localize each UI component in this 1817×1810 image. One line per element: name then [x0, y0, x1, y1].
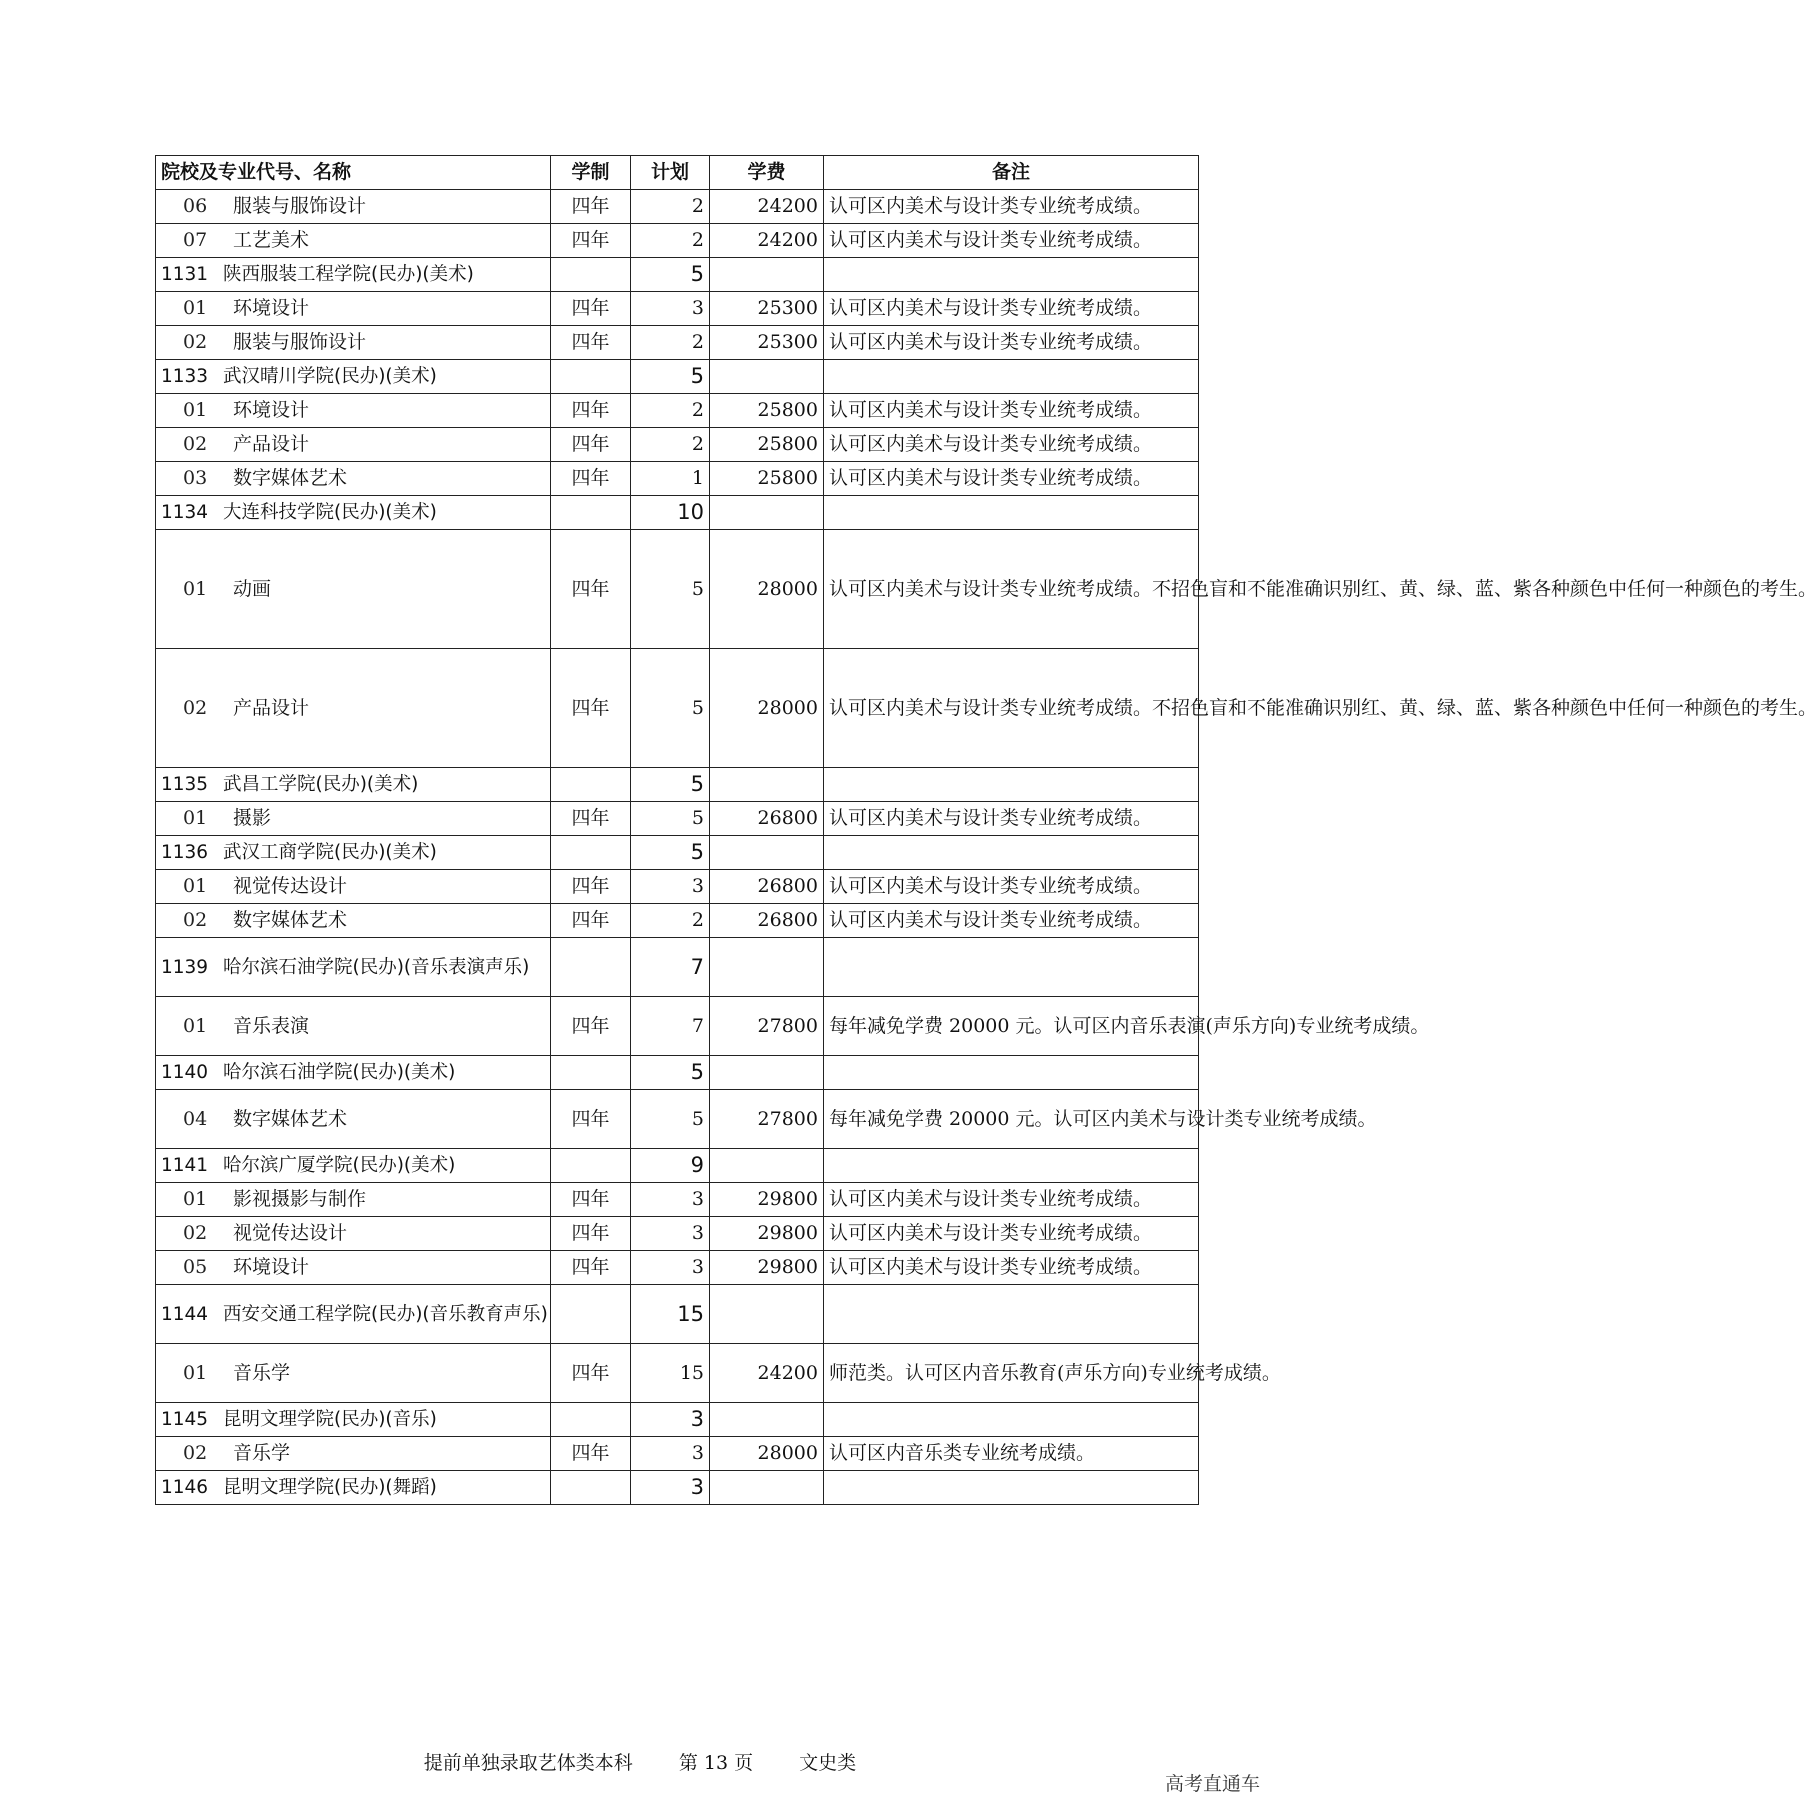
- row-code: 1144: [161, 1303, 209, 1325]
- plan-cell: 2: [631, 326, 710, 360]
- duration-cell: 四年: [551, 1344, 631, 1403]
- row-code: 1141: [161, 1155, 209, 1176]
- row-name: 陕西服装工程学院(民办)(美术): [223, 264, 474, 285]
- name-cell: [156, 428, 551, 462]
- major-row: [156, 1251, 1199, 1285]
- duration-cell: 四年: [551, 326, 631, 360]
- note-cell: 认可区内美术与设计类专业统考成绩。: [824, 326, 1199, 360]
- fee-cell: 29800: [710, 1183, 824, 1217]
- row-code: 02: [183, 433, 208, 455]
- row-code: 02: [183, 1442, 208, 1464]
- name-cell: [156, 1056, 551, 1090]
- row-name: 西安交通工程学院(民办)(音乐教育声乐): [223, 1303, 548, 1325]
- fee-cell: 24200: [710, 1344, 824, 1403]
- row-name: 数字媒体艺术: [233, 909, 348, 931]
- institution-row: [156, 1285, 1199, 1344]
- major-row: [156, 1437, 1199, 1471]
- duration-cell: 四年: [551, 530, 631, 649]
- fee-cell: [710, 1149, 824, 1183]
- row-name: 音乐学: [233, 1442, 291, 1464]
- major-row: [156, 997, 1199, 1056]
- plan-cell: 1: [631, 462, 710, 496]
- major-row: [156, 428, 1199, 462]
- row-code: 01: [183, 1361, 208, 1384]
- plan-cell: 7: [631, 997, 710, 1056]
- plan-cell: 9: [631, 1149, 710, 1183]
- plan-cell: 5: [631, 258, 710, 292]
- row-name: 摄影: [233, 807, 272, 829]
- row-code: 01: [183, 807, 208, 829]
- major-row: [156, 649, 1199, 768]
- note-cell: [824, 768, 1199, 802]
- row-name: 音乐表演: [233, 1014, 310, 1037]
- footer-category: 提前单独录取艺体类本科: [423, 1752, 633, 1774]
- major-row: [156, 1090, 1199, 1149]
- duration-cell: [551, 360, 631, 394]
- header-name: 院校及专业代号、名称: [156, 156, 551, 190]
- plan-cell: 5: [631, 1090, 710, 1149]
- name-cell: [156, 1090, 551, 1149]
- row-name: 武汉工商学院(民办)(美术): [223, 842, 437, 863]
- name-cell: [156, 768, 551, 802]
- admissions-table: [155, 155, 1817, 1505]
- plan-cell: 5: [631, 768, 710, 802]
- plan-cell: 5: [631, 1056, 710, 1090]
- row-name: 武汉晴川学院(民办)(美术): [223, 366, 437, 387]
- duration-cell: 四年: [551, 802, 631, 836]
- watermark-text: 高考直通车: [1164, 1773, 1260, 1795]
- plan-cell: 2: [631, 224, 710, 258]
- plan-cell: 2: [631, 904, 710, 938]
- name-cell: [156, 394, 551, 428]
- duration-cell: [551, 258, 631, 292]
- name-cell: [156, 997, 551, 1056]
- name-cell: [156, 190, 551, 224]
- row-code: 1133: [161, 366, 209, 387]
- name-cell: [156, 224, 551, 258]
- duration-cell: [551, 938, 631, 997]
- header-note: 备注: [824, 156, 1199, 190]
- major-row: [156, 1183, 1199, 1217]
- plan-cell: 10: [631, 496, 710, 530]
- plan-cell: 3: [631, 1437, 710, 1471]
- fee-cell: 28000: [710, 530, 824, 649]
- fee-cell: [710, 1471, 824, 1505]
- row-name: 数字媒体艺术: [233, 1107, 348, 1130]
- plan-cell: 3: [631, 1251, 710, 1285]
- row-code: 06: [183, 195, 208, 217]
- fee-cell: 25800: [710, 428, 824, 462]
- fee-cell: 27800: [710, 997, 824, 1056]
- duration-cell: 四年: [551, 1217, 631, 1251]
- row-code: 02: [183, 331, 208, 353]
- duration-cell: 四年: [551, 292, 631, 326]
- row-code: 02: [183, 1222, 208, 1244]
- plan-cell: 5: [631, 530, 710, 649]
- row-code: 07: [183, 229, 208, 251]
- note-cell: 认可区内美术与设计类专业统考成绩。: [824, 1251, 1199, 1285]
- plan-cell: 5: [631, 649, 710, 768]
- duration-cell: 四年: [551, 649, 631, 768]
- name-cell: [156, 292, 551, 326]
- row-code: 01: [183, 297, 208, 319]
- name-cell: [156, 1285, 551, 1344]
- note-cell: 认可区内美术与设计类专业统考成绩。: [824, 428, 1199, 462]
- duration-cell: 四年: [551, 1183, 631, 1217]
- header-duration: 学制: [551, 156, 631, 190]
- note-cell: 认可区内美术与设计类专业统考成绩。: [824, 190, 1199, 224]
- note-cell: 每年减免学费 20000 元。认可区内音乐表演(声乐方向)专业统考成绩。: [824, 997, 1199, 1056]
- row-code: 01: [183, 1188, 208, 1210]
- fee-cell: [710, 1056, 824, 1090]
- fee-cell: [710, 1285, 824, 1344]
- note-cell: 认可区内美术与设计类专业统考成绩。不招色盲和不能准确识别红、黄、绿、蓝、紫各种颜色中任何一种颜色的考生。: [824, 649, 1199, 768]
- duration-cell: 四年: [551, 870, 631, 904]
- note-cell: [824, 836, 1199, 870]
- name-cell: [156, 649, 551, 768]
- table-header-row: [156, 156, 1199, 190]
- name-cell: [156, 1344, 551, 1403]
- plan-cell: 2: [631, 190, 710, 224]
- plan-cell: 7: [631, 938, 710, 997]
- note-cell: 认可区内美术与设计类专业统考成绩。不招色盲和不能准确识别红、黄、绿、蓝、紫各种颜色中任何一种颜色的考生。: [824, 530, 1199, 649]
- note-cell: [824, 1285, 1199, 1344]
- institution-row: [156, 836, 1199, 870]
- row-code: 1134: [161, 502, 209, 523]
- row-name: 环境设计: [233, 1256, 310, 1278]
- major-row: [156, 1344, 1199, 1403]
- fee-cell: 25800: [710, 462, 824, 496]
- row-name: 服装与服饰设计: [233, 331, 367, 353]
- plan-cell: 5: [631, 802, 710, 836]
- fee-cell: [710, 360, 824, 394]
- table-body: [156, 190, 1817, 1505]
- duration-cell: 四年: [551, 997, 631, 1056]
- duration-cell: 四年: [551, 904, 631, 938]
- duration-cell: [551, 1471, 631, 1505]
- institution-row: [156, 360, 1199, 394]
- note-cell: 师范类。认可区内音乐教育(声乐方向)专业统考成绩。: [824, 1344, 1199, 1403]
- institution-row: [156, 1056, 1199, 1090]
- note-cell: 认可区内美术与设计类专业统考成绩。: [824, 224, 1199, 258]
- note-cell: 认可区内美术与设计类专业统考成绩。: [824, 904, 1199, 938]
- duration-cell: 四年: [551, 462, 631, 496]
- major-row: [156, 904, 1199, 938]
- duration-cell: [551, 1056, 631, 1090]
- institution-row: [156, 768, 1199, 802]
- row-code: 01: [183, 875, 208, 897]
- name-cell: [156, 1471, 551, 1505]
- row-code: 02: [183, 696, 208, 719]
- name-cell: [156, 870, 551, 904]
- fee-cell: [710, 836, 824, 870]
- row-code: 1139: [161, 956, 209, 978]
- row-code: 01: [183, 577, 208, 600]
- plan-cell: 3: [631, 870, 710, 904]
- plan-cell: 15: [631, 1344, 710, 1403]
- row-code: 1145: [161, 1409, 209, 1430]
- major-row: [156, 1217, 1199, 1251]
- duration-cell: 四年: [551, 1090, 631, 1149]
- row-name: 视觉传达设计: [233, 1222, 348, 1244]
- row-name: 音乐学: [233, 1361, 291, 1384]
- row-name: 哈尔滨石油学院(民办)(美术): [223, 1062, 456, 1083]
- name-cell: [156, 938, 551, 997]
- row-code: 03: [183, 467, 208, 489]
- duration-cell: 四年: [551, 1437, 631, 1471]
- header-plan: 计划: [631, 156, 710, 190]
- fee-cell: 25300: [710, 326, 824, 360]
- name-cell: [156, 802, 551, 836]
- major-row: [156, 462, 1199, 496]
- note-cell: 每年减免学费 20000 元。认可区内美术与设计类专业统考成绩。: [824, 1090, 1199, 1149]
- page-footer: [0, 1748, 1280, 1775]
- row-name: 服装与服饰设计: [233, 195, 367, 217]
- duration-cell: [551, 1149, 631, 1183]
- note-cell: 认可区内美术与设计类专业统考成绩。: [824, 870, 1199, 904]
- note-cell: [824, 938, 1199, 997]
- major-row: [156, 224, 1199, 258]
- row-name: 大连科技学院(民办)(美术): [223, 502, 437, 523]
- row-name: 产品设计: [233, 696, 310, 719]
- name-cell: [156, 836, 551, 870]
- name-cell: [156, 1403, 551, 1437]
- row-name: 影视摄影与制作: [233, 1188, 367, 1210]
- duration-cell: 四年: [551, 394, 631, 428]
- note-cell: [824, 1403, 1199, 1437]
- fee-cell: 26800: [710, 802, 824, 836]
- note-cell: [824, 496, 1199, 530]
- major-row: [156, 326, 1199, 360]
- duration-cell: 四年: [551, 428, 631, 462]
- row-code: 02: [183, 909, 208, 931]
- row-name: 工艺美术: [233, 229, 310, 251]
- fee-cell: 25800: [710, 394, 824, 428]
- note-cell: 认可区内美术与设计类专业统考成绩。: [824, 1217, 1199, 1251]
- duration-cell: [551, 1403, 631, 1437]
- footer-section: 文史类: [799, 1752, 857, 1774]
- fee-cell: 26800: [710, 904, 824, 938]
- fee-cell: [710, 768, 824, 802]
- major-row: [156, 530, 1199, 649]
- plan-cell: 5: [631, 836, 710, 870]
- row-name: 昆明文理学院(民办)(舞蹈): [223, 1477, 437, 1498]
- major-row: [156, 394, 1199, 428]
- duration-cell: [551, 836, 631, 870]
- row-name: 环境设计: [233, 297, 310, 319]
- fee-cell: [710, 258, 824, 292]
- note-cell: [824, 258, 1199, 292]
- institution-row: [156, 1471, 1199, 1505]
- row-name: 产品设计: [233, 433, 310, 455]
- duration-cell: 四年: [551, 224, 631, 258]
- name-cell: [156, 1437, 551, 1471]
- name-cell: [156, 326, 551, 360]
- row-name: 数字媒体艺术: [233, 467, 348, 489]
- note-cell: 认可区内美术与设计类专业统考成绩。: [824, 802, 1199, 836]
- plan-cell: 5: [631, 360, 710, 394]
- name-cell: [156, 904, 551, 938]
- major-row: [156, 190, 1199, 224]
- name-cell: [156, 258, 551, 292]
- plan-cell: 3: [631, 1403, 710, 1437]
- fee-cell: 29800: [710, 1217, 824, 1251]
- row-name: 视觉传达设计: [233, 875, 348, 897]
- row-name: 动画: [233, 577, 272, 600]
- row-code: 1135: [161, 774, 209, 795]
- row-name: 哈尔滨石油学院(民办)(音乐表演声乐): [223, 956, 530, 978]
- header-fee: 学费: [710, 156, 824, 190]
- fee-cell: 25300: [710, 292, 824, 326]
- name-cell: [156, 1149, 551, 1183]
- row-code: 1131: [161, 264, 209, 285]
- fee-cell: [710, 938, 824, 997]
- plan-cell: 2: [631, 394, 710, 428]
- row-code: 1140: [161, 1062, 209, 1083]
- institution-row: [156, 1149, 1199, 1183]
- fee-cell: 24200: [710, 224, 824, 258]
- duration-cell: 四年: [551, 1251, 631, 1285]
- note-cell: [824, 360, 1199, 394]
- fee-cell: [710, 1403, 824, 1437]
- name-cell: [156, 462, 551, 496]
- plan-cell: 3: [631, 1217, 710, 1251]
- row-code: 05: [183, 1256, 208, 1278]
- plan-cell: 3: [631, 292, 710, 326]
- institution-row: [156, 496, 1199, 530]
- row-name: 环境设计: [233, 399, 310, 421]
- note-cell: [824, 1056, 1199, 1090]
- fee-cell: [710, 496, 824, 530]
- footer-page-number: 第 13 页: [678, 1752, 754, 1774]
- name-cell: [156, 1251, 551, 1285]
- row-name: 昆明文理学院(民办)(音乐): [223, 1409, 437, 1430]
- duration-cell: [551, 1285, 631, 1344]
- row-code: 1136: [161, 842, 209, 863]
- note-cell: 认可区内音乐类专业统考成绩。: [824, 1437, 1199, 1471]
- row-code: 1146: [161, 1477, 209, 1498]
- row-code: 01: [183, 399, 208, 421]
- duration-cell: 四年: [551, 190, 631, 224]
- fee-cell: 27800: [710, 1090, 824, 1149]
- plan-cell: 3: [631, 1471, 710, 1505]
- name-cell: [156, 496, 551, 530]
- plan-cell: 3: [631, 1183, 710, 1217]
- plan-cell: 2: [631, 428, 710, 462]
- row-code: 04: [183, 1107, 208, 1130]
- fee-cell: 24200: [710, 190, 824, 224]
- institution-row: [156, 938, 1199, 997]
- fee-cell: 28000: [710, 649, 824, 768]
- name-cell: [156, 1183, 551, 1217]
- note-cell: 认可区内美术与设计类专业统考成绩。: [824, 462, 1199, 496]
- row-code: 01: [183, 1014, 208, 1037]
- institution-row: [156, 1403, 1199, 1437]
- fee-cell: 26800: [710, 870, 824, 904]
- fee-cell: 29800: [710, 1251, 824, 1285]
- name-cell: [156, 360, 551, 394]
- major-row: [156, 870, 1199, 904]
- duration-cell: [551, 768, 631, 802]
- duration-cell: [551, 496, 631, 530]
- name-cell: [156, 1217, 551, 1251]
- major-row: [156, 802, 1199, 836]
- row-name: 哈尔滨广厦学院(民办)(美术): [223, 1155, 456, 1176]
- fee-cell: 28000: [710, 1437, 824, 1471]
- major-row: [156, 292, 1199, 326]
- plan-cell: 15: [631, 1285, 710, 1344]
- name-cell: [156, 530, 551, 649]
- note-cell: [824, 1149, 1199, 1183]
- note-cell: 认可区内美术与设计类专业统考成绩。: [824, 292, 1199, 326]
- note-cell: [824, 1471, 1199, 1505]
- note-cell: 认可区内美术与设计类专业统考成绩。: [824, 1183, 1199, 1217]
- note-cell: 认可区内美术与设计类专业统考成绩。: [824, 394, 1199, 428]
- row-name: 武昌工学院(民办)(美术): [223, 774, 419, 795]
- institution-row: [156, 258, 1199, 292]
